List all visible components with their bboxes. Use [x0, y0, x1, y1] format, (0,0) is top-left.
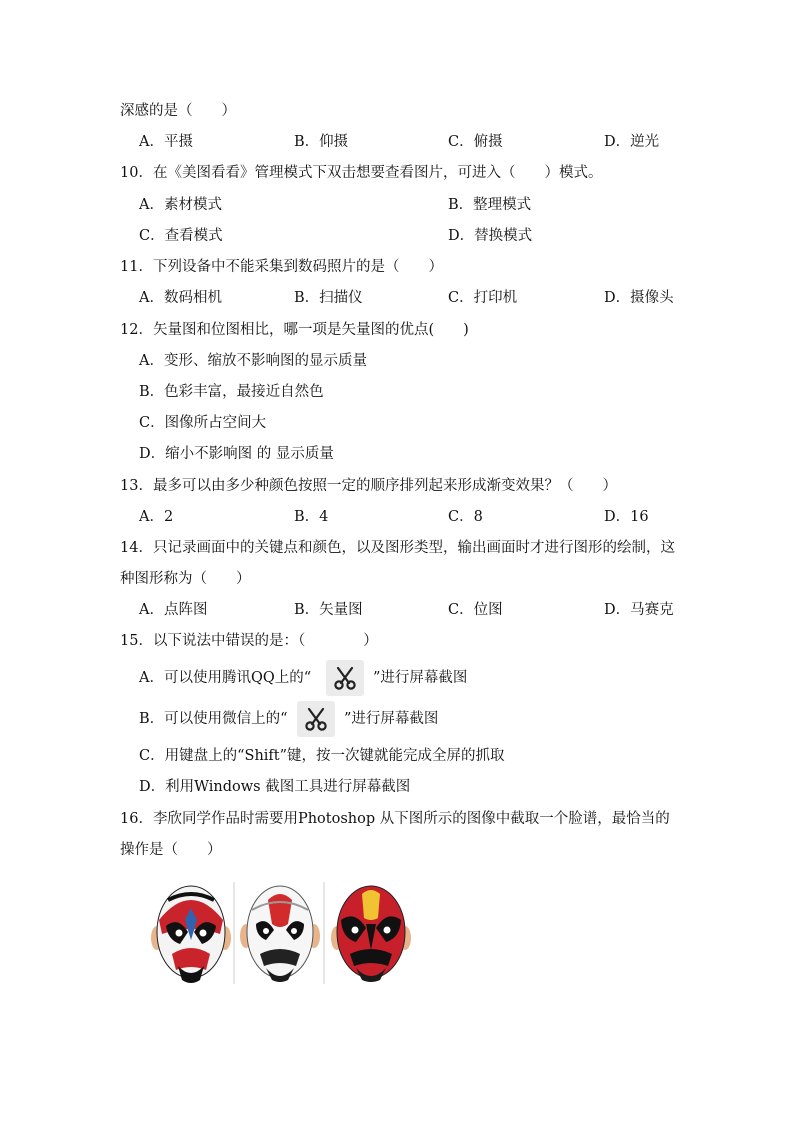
q13-option-b: B．4	[294, 509, 329, 525]
opera-mask-3	[331, 886, 411, 982]
opera-mask-1	[151, 886, 231, 983]
q15-option-a-suffix: ”进行屏幕截图	[373, 670, 468, 686]
q15-stem: 15．以下说法中错误的是：（ ）	[120, 633, 378, 649]
q14-stem-line2: 种图形称为（ ）	[120, 571, 251, 587]
q9-option-a: A．平摄	[139, 134, 193, 150]
q9-option-b: B．仰摄	[294, 134, 349, 150]
q15-option-b-prefix: B．可以使用微信上的“	[139, 711, 288, 727]
q14-stem-line1: 14．只记录画面中的关键点和颜色，以及图形类型，输出画面时才进行图形的绘制，这	[120, 540, 675, 556]
q10-option-a: A．素材模式	[139, 197, 222, 213]
q10-option-c: C．查看模式	[139, 228, 223, 244]
q15-option-a-prefix: A．可以使用腾讯QQ上的“	[139, 670, 312, 686]
q11-option-b: B．扫描仪	[294, 290, 363, 306]
q11-option-c: C．打印机	[448, 290, 518, 306]
q15-option-d: D．利用Windows 截图工具进行屏幕截图	[139, 779, 411, 795]
intro-line: 深感的是（ ）	[120, 103, 236, 119]
q13-stem: 13．最多可以由多少种颜色按照一定的顺序排列起来形成渐变效果？（ ）	[120, 478, 617, 494]
q15-option-b-suffix: ”进行屏幕截图	[344, 711, 439, 727]
q12-stem: 12．矢量图和位图相比，哪一项是矢量图的优点( )	[120, 322, 469, 338]
q12-option-c: C．图像所占空间大	[139, 415, 267, 431]
q16-stem-line2: 操作是（ ）	[120, 842, 222, 858]
q14-option-b: B．矢量图	[294, 602, 363, 618]
q11-option-a: A．数码相机	[139, 290, 222, 306]
opera-mask-image	[148, 880, 414, 990]
q12-option-a: A．变形、缩放不影响图的显示质量	[139, 353, 367, 369]
q14-option-c: C．位图	[448, 602, 503, 618]
q10-stem: 10．在《美图看看》管理模式下双击想要查看图片，可进入（ ）模式。	[120, 165, 603, 181]
q14-option-a: A．点阵图	[139, 602, 208, 618]
q13-option-a: A．2	[139, 509, 174, 525]
q10-option-b: B．整理模式	[448, 197, 532, 213]
q12-option-d: D．缩小不影响图 的 显示质量	[139, 446, 334, 462]
opera-mask-2	[240, 886, 320, 982]
scissors-icon	[297, 701, 335, 737]
q11-option-d: D．摄像头	[604, 290, 674, 306]
q15-option-c: C．用键盘上的“Shift”键，按一次键就能完成全屏的抓取	[139, 748, 505, 764]
q10-option-d: D．替换模式	[448, 228, 533, 244]
scissors-icon	[326, 660, 364, 696]
q13-option-d: D．16	[604, 509, 649, 525]
q9-option-d: D．逆光	[604, 134, 660, 150]
q9-option-c: C．俯摄	[448, 134, 503, 150]
q14-option-d: D．马赛克	[604, 602, 674, 618]
q11-stem: 11．下列设备中不能采集到数码照片的是（ ）	[120, 259, 443, 275]
q16-stem-line1: 16．李欣同学作品时需要用Photoshop 从下图所示的图像中截取一个脸谱，最恰当的	[120, 811, 670, 827]
q12-option-b: B．色彩丰富，最接近自然色	[139, 384, 324, 400]
q13-option-c: C．8	[448, 509, 483, 525]
